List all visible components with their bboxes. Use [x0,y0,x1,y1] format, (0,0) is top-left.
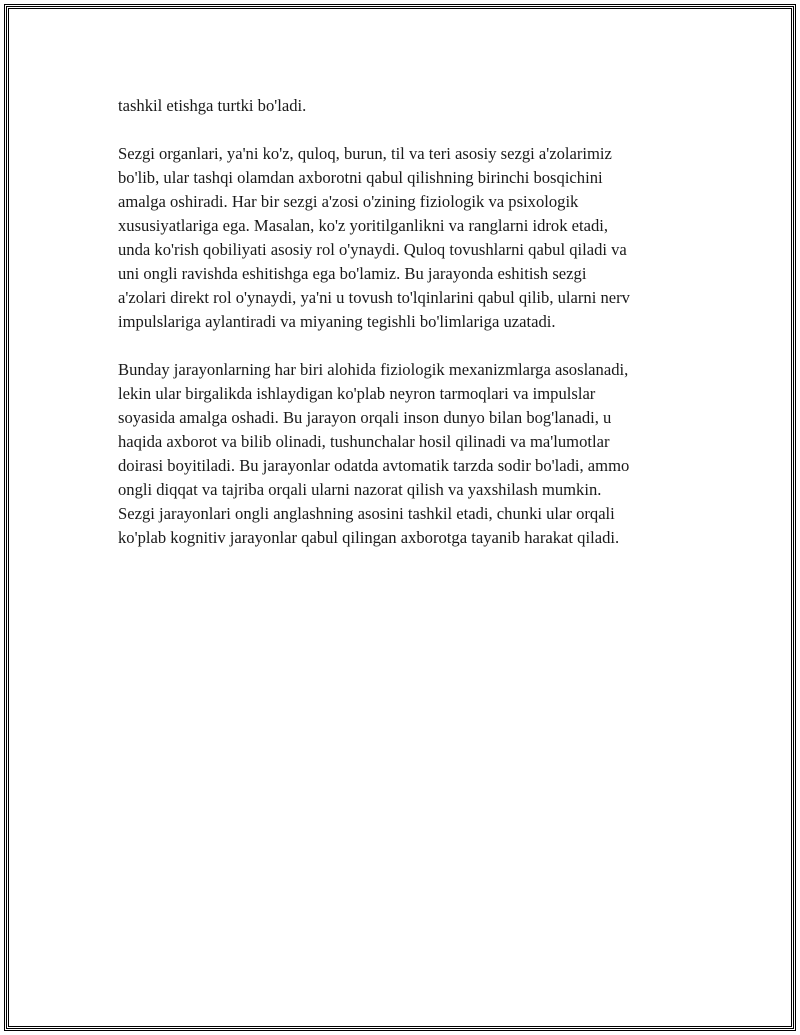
paragraph-1: tashkil etishga turtki bo'ladi. [118,96,307,115]
paragraph-2: Sezgi organlari, ya'ni ko'z, quloq, burun, til va teri asosiy sezgi a'zolarimiz bo'lib, ular tashqi olamdan axborotni qabul qilishning birinchi bosqichini amalga oshiradi. Har bir sezgi a'zosi o'zining fiziologik va psixologik xususiyatlariga ega. Masalan, ko'z yoritilganlikni va ranglarni idrok etadi, unda ko'rish qobiliyati asosiy rol o'ynaydi. Quloq tovushlarni qabul qiladi va uni ongli ravishda eshitishga ega bo'lamiz. Bu jarayonda eshitish sezgi a'zolari direkt rol o'ynaydi, ya'ni u tovush to'lqinlarini qabul qilib, ularni nerv impulslariga aylantiradi va miyaning tegishli bo'limlariga uzatadi. [118,144,630,331]
document-body [118,94,690,574]
paragraph-3: Bunday jarayonlarning har biri alohida fiziologik mexanizmlarga asoslanadi, lekin ular birgalikda ishlaydigan ko'plab neyron tarmoqlari va impulslar soyasida amalga oshadi. Bu jarayon orqali inson dunyo bilan bog'lanadi, u haqida axborot va bilib olinadi, tushunchalar hosil qilinadi va ma'lumotlar doirasi boyitiladi. Bu jarayonlar odatda avtomatik tarzda sodir bo'ladi, ammo ongli diqqat va tajriba orqali ularni nazorat qilish va yaxshilash mumkin. Sezgi jarayonlari ongli anglashning asosini tashkil etadi, chunki ular orqali ko'plab kognitiv jarayonlar qabul qilingan axborotga tayanib harakat qiladi. [118,360,630,547]
